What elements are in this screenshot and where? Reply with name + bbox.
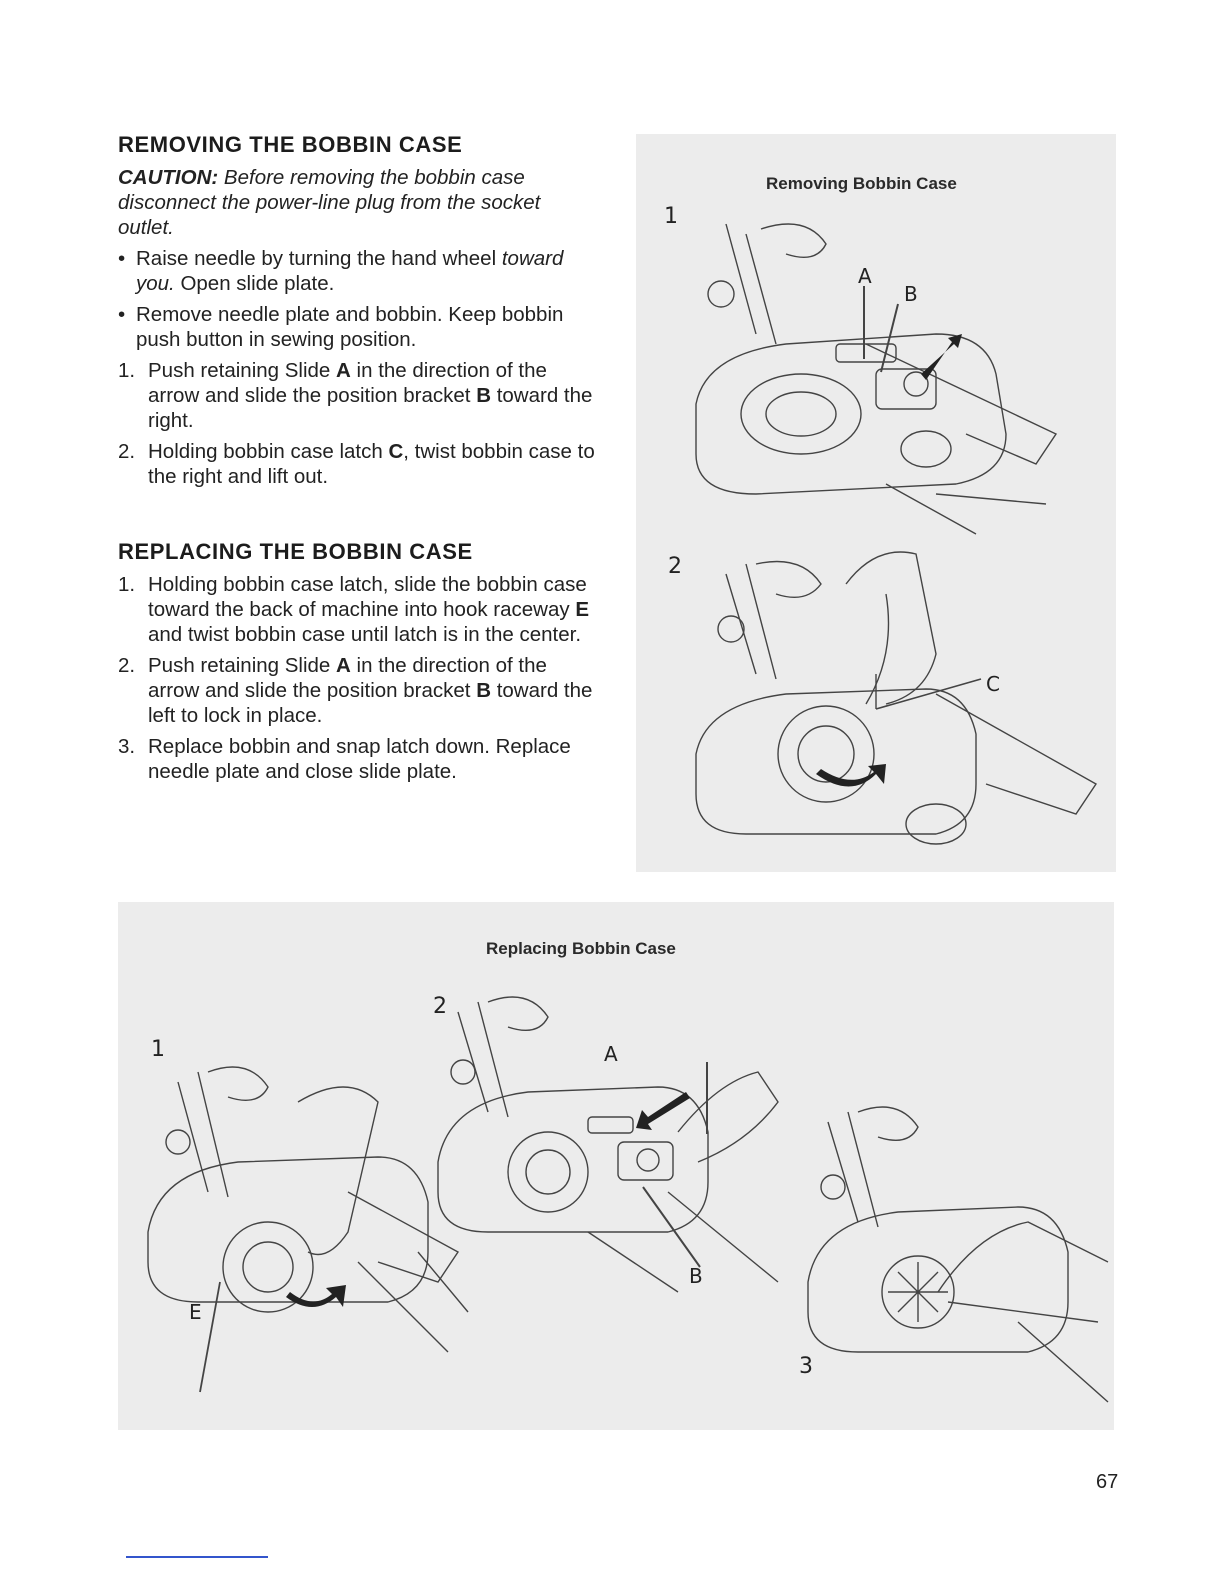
figure-step-number: 2 [668, 554, 682, 579]
instructions-column [118, 132, 596, 790]
removing-figure [636, 134, 1116, 872]
replacing-illustration [118, 902, 1114, 1430]
replacing-figure [118, 902, 1114, 1430]
list-item: 1. Push retaining Slide A in the direction of the arrow and slide the position bracket B toward the right. [118, 359, 593, 432]
caution-text: Before removing the bobbin case disconnect the power-line plug from the socket outlet. [118, 166, 541, 239]
list-item: • Raise needle by turning the hand wheel toward you. Open slide plate. [118, 247, 564, 295]
removing-steps [118, 358, 596, 489]
bullet-icon: • [118, 303, 126, 326]
figure-step-number: 3 [799, 1354, 813, 1379]
removing-heading: REMOVING THE BOBBIN CASE [118, 132, 463, 157]
label-a: A [604, 1042, 618, 1066]
removing-illustration [636, 134, 1116, 872]
replacing-figure-title: Replacing Bobbin Case [486, 939, 676, 958]
label-e: E [189, 1300, 202, 1324]
list-item: 2. Holding bobbin case latch C, twist bobbin case to the right and lift out. [118, 440, 595, 488]
caution-note [118, 165, 596, 240]
label-a: A [858, 264, 872, 288]
label-c: C [986, 672, 1000, 696]
bullet-icon: • [118, 247, 126, 270]
footer-divider [126, 1556, 268, 1558]
list-item: 3. Replace bobbin and snap latch down. Replace needle plate and close slide plate. [118, 735, 571, 783]
figure-step-number: 1 [664, 204, 678, 229]
removing-bullets [118, 246, 596, 352]
list-item: • Remove needle plate and bobbin. Keep bobbin push button in sewing position. [118, 303, 564, 351]
replacing-heading: REPLACING THE BOBBIN CASE [118, 539, 473, 564]
removing-figure-title: Removing Bobbin Case [766, 174, 957, 193]
replacing-steps [118, 572, 596, 784]
caution-label: CAUTION: [118, 166, 219, 189]
list-item: 1. Holding bobbin case latch, slide the bobbin case toward the back of machine into hook raceway E and twist bobbin case until latch is in the center. [118, 573, 590, 646]
label-b: B [689, 1264, 703, 1288]
figure-step-number: 2 [433, 994, 447, 1019]
replacing-section [118, 539, 596, 784]
label-b: B [904, 282, 918, 306]
page-number: 67 [1096, 1471, 1119, 1493]
list-item: 2. Push retaining Slide A in the direction of the arrow and slide the position bracket B toward the left to lock in place. [118, 654, 593, 727]
figure-step-number: 1 [151, 1037, 165, 1062]
